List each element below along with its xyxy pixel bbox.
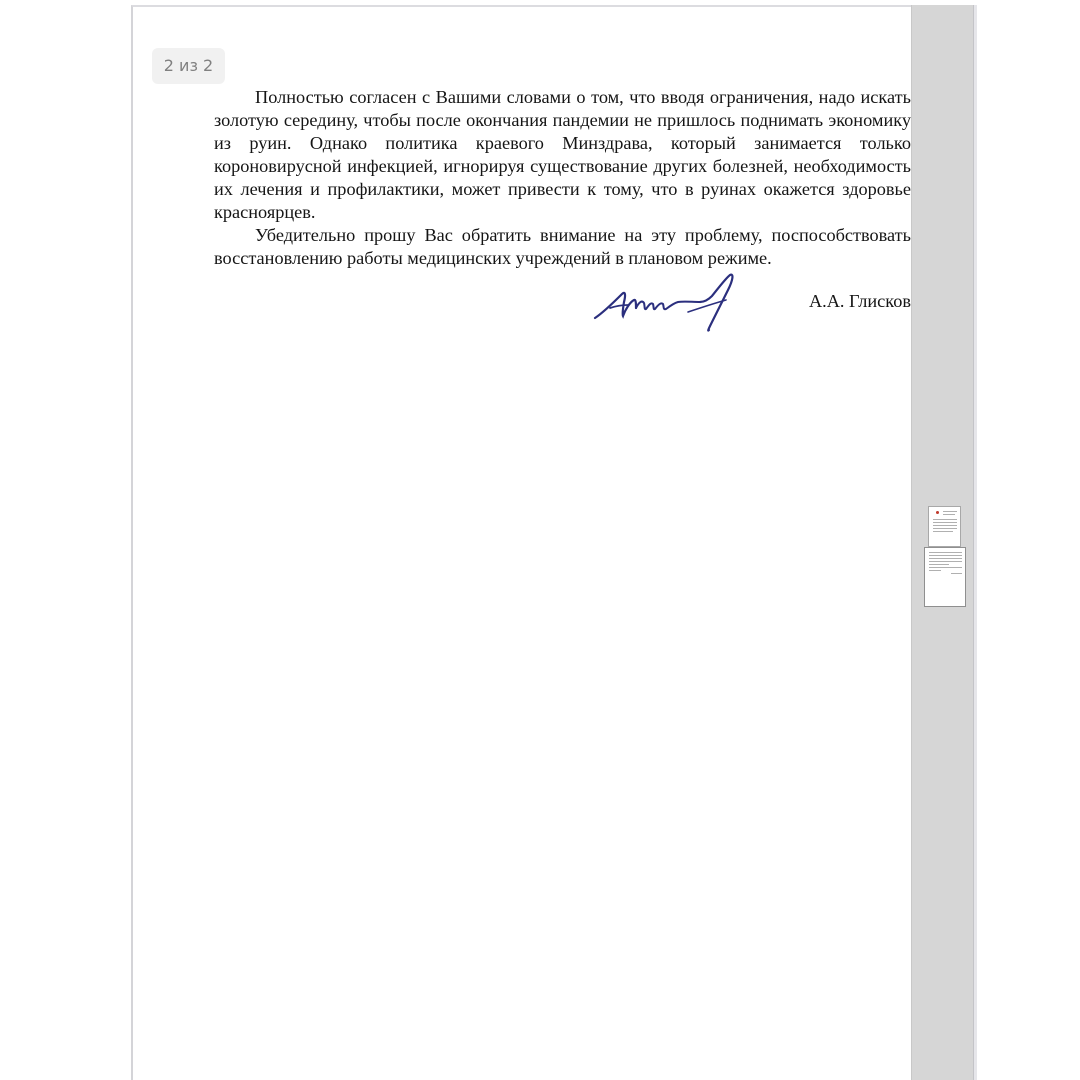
thumb-text-line — [933, 525, 957, 526]
thumb-text-line — [929, 555, 962, 556]
letter-body — [214, 86, 911, 270]
thumb-text-line — [929, 561, 962, 562]
signer-name: А.А. Глисков — [808, 291, 911, 311]
thumb-text-line — [929, 564, 949, 565]
thumb-text-line — [951, 573, 962, 574]
thumb-text-line — [933, 519, 957, 520]
thumb-text-line — [929, 567, 962, 568]
thumb-text-line — [929, 552, 962, 553]
thumb-text-line — [943, 514, 955, 515]
thumb-text-line — [929, 558, 962, 559]
page-thumbnail-1[interactable] — [928, 506, 961, 547]
page-indicator: 2 из 2 — [152, 48, 225, 84]
thumb-text-line — [929, 570, 941, 571]
thumb-text-line — [933, 528, 957, 529]
page-thumbnail-2[interactable] — [924, 547, 966, 607]
paragraph-1: Полностью согласен с Вашими словами о том, что вводя ограничения, надо искать золотую середину, чтобы после окончания пандемии не пришлось поднимать экономику из руин. Однако политика краевого Минздрава, который занимается только короновирусной инфекцией, игнорируя существование других болезней, необходимость их лечения и профилактики, может привести к тому, что в руинах окажется здоровье красноярцев. — [214, 87, 911, 222]
paragraph-2: Убедительно прошу Вас обратить внимание на эту проблему, поспособствовать восстановлению работы медицинских учреждений в плановом режиме. — [214, 225, 911, 268]
thumb-text-line — [943, 511, 957, 512]
thumb-text-line — [933, 522, 957, 523]
window-edge — [973, 5, 977, 1080]
emblem-icon — [936, 511, 939, 514]
handwritten-signature — [592, 272, 752, 334]
thumb-text-line — [933, 531, 953, 532]
